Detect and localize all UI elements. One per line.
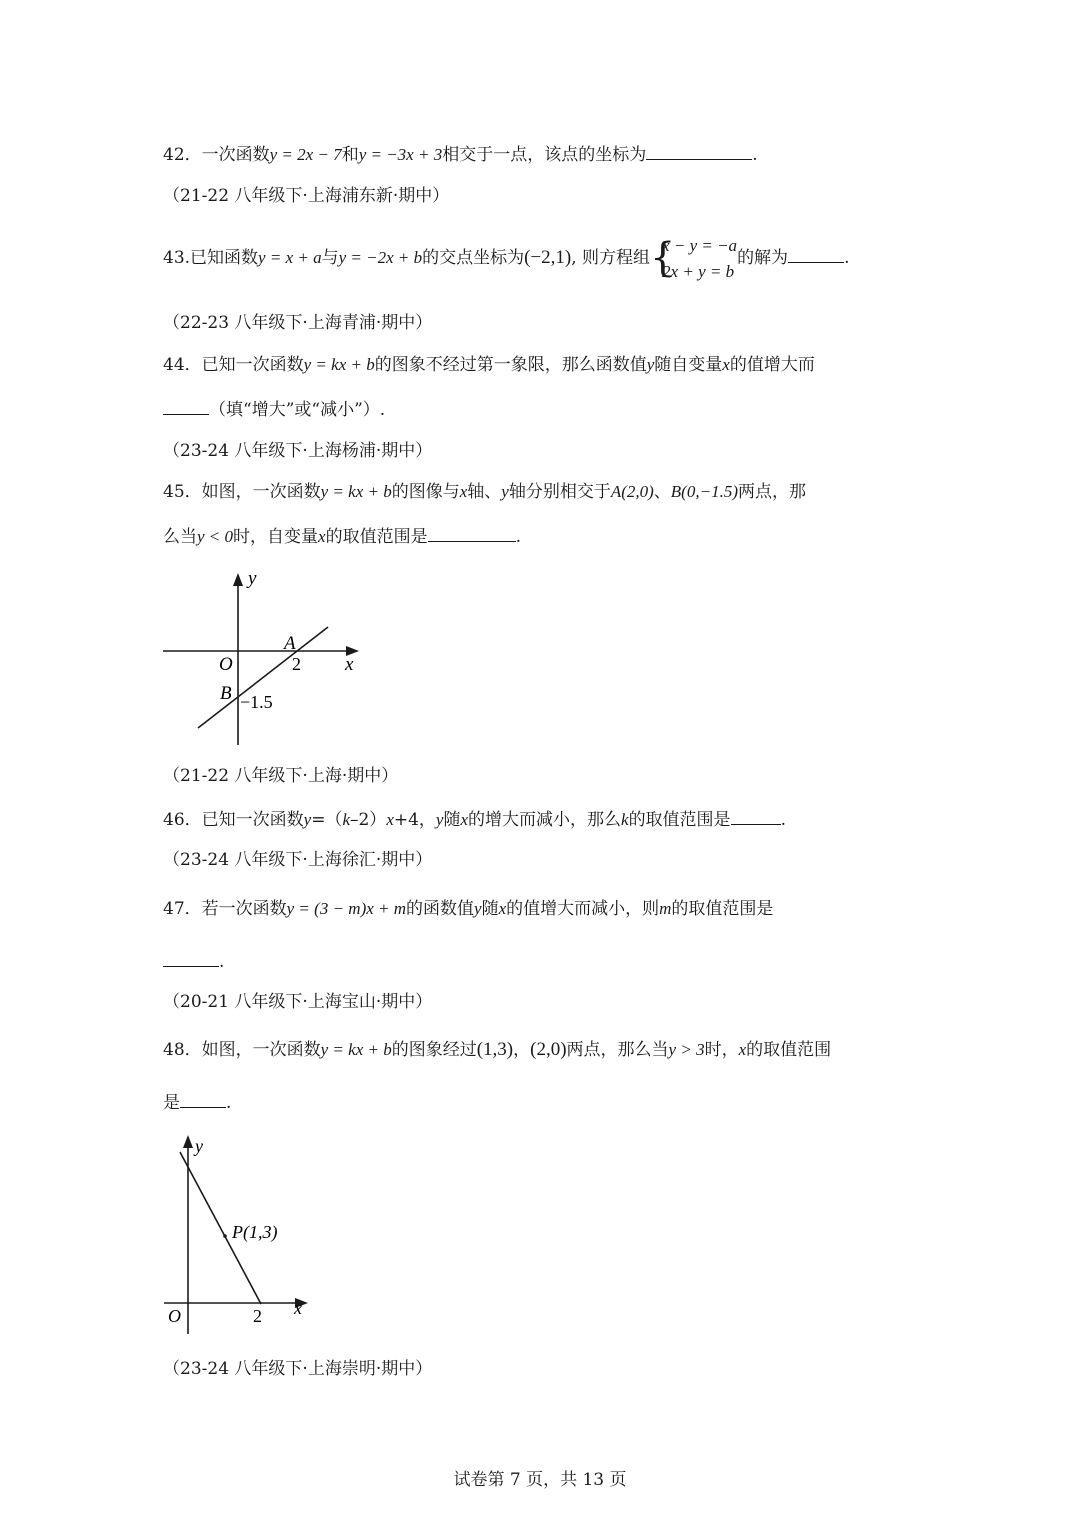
question-number: 46．	[163, 810, 202, 830]
y-axis-arrow-icon	[233, 573, 243, 586]
question-source: （23-24 八年级下·上海徐汇·期中）	[163, 850, 433, 870]
question-45-line2: 么当y < 0时，自变量x的取值范围是 .	[163, 523, 521, 549]
question-source: （21-22 八年级下·上海·期中）	[163, 766, 399, 786]
question-number: 43.	[163, 248, 191, 268]
question-source: （23-24 八年级下·上海崇明·期中）	[163, 1359, 433, 1379]
question-source: （21-22 八年级下·上海浦东新·期中）	[163, 186, 450, 206]
math-expression: y = x + a	[258, 248, 322, 267]
question-44-line2: （填“增大”或“减小”）.	[163, 396, 385, 422]
question-number: 44．	[163, 355, 202, 375]
point-p-dot	[223, 1234, 227, 1238]
answer-blank[interactable]	[163, 948, 219, 967]
point-a-value: 2	[292, 654, 301, 674]
question-44: 44．已知一次函数y = kx + b的图象不经过第一象限，那么函数值y随自变量x的值增大而	[163, 355, 815, 375]
math-expression: (2,0)	[530, 1039, 567, 1060]
question-48: 48．如图，一次函数y = kx + b的图象经过(1,3)，(2,0)两点，那么当y > 3时，x的取值范围	[163, 1039, 832, 1060]
equation-system: { x − y = −a 2x + y = b	[650, 234, 738, 281]
y-axis-arrow-icon	[183, 1135, 193, 1148]
answer-blank[interactable]	[180, 1089, 226, 1108]
question-number: 47．	[163, 899, 202, 919]
math-expression: (1,3)	[476, 1039, 514, 1060]
math-expression: A(2,0)	[610, 482, 654, 501]
page-footer: 试卷第 7 页，共 13 页	[453, 1470, 627, 1490]
point-a-label: A	[284, 633, 296, 654]
figure-45-graph	[160, 562, 370, 752]
y-axis-label: y	[195, 1136, 203, 1156]
question-43: 43.已知函数y = x + a与y = −2x + b的交点坐标为(−2,1), 则方程组 { x − y = −a 2x + y = b 的解为 .	[163, 232, 849, 285]
math-expression: y < 0	[197, 527, 234, 546]
math-expression: y = (3 − m)x + m	[286, 899, 407, 918]
math-expression: y = kx + b	[303, 355, 375, 374]
question-source: （22-23 八年级下·上海青浦·期中）	[163, 313, 433, 333]
origin-label: O	[219, 654, 233, 675]
answer-blank[interactable]	[788, 244, 844, 263]
question-source: （23-24 八年级下·上海杨浦·期中）	[163, 441, 433, 461]
y-axis-label: y	[248, 568, 257, 589]
point-b-value: −1.5	[240, 692, 273, 712]
answer-blank[interactable]	[646, 141, 752, 160]
question-42: 42．一次函数y = 2x − 7和y = −3x + 3相交于一点，该点的坐标为 .	[163, 141, 758, 167]
figure-48-graph	[160, 1128, 330, 1340]
answer-blank[interactable]	[731, 806, 781, 825]
function-line	[198, 627, 328, 728]
math-expression: y = −2x + b	[338, 248, 423, 267]
math-expression: y = kx + b	[320, 482, 392, 501]
math-expression: y > 3	[668, 1040, 705, 1059]
x-intercept-label: 2	[253, 1306, 262, 1326]
question-45: 45．如图，一次函数y = kx + b的图像与x轴、y轴分别相交于A(2,0)、B(0,−1.5)两点，那	[163, 482, 806, 502]
question-source: （20-21 八年级下·上海宝山·期中）	[163, 992, 433, 1012]
math-expression: (−2,1)	[524, 247, 572, 268]
x-axis-label: x	[345, 654, 354, 675]
answer-blank[interactable]	[428, 523, 516, 542]
math-expression: y = −3x + 3	[358, 145, 443, 164]
answer-blank[interactable]	[163, 396, 209, 415]
math-expression: y = kx + b	[320, 1040, 392, 1059]
question-number: 42．	[163, 145, 202, 165]
question-number: 45．	[163, 482, 202, 502]
question-number: 48．	[163, 1040, 202, 1060]
brace-icon: {	[650, 234, 676, 281]
math-expression: y = 2x − 7	[269, 145, 342, 164]
question-47-line2: .	[163, 948, 224, 974]
point-p-label: P(1,3)	[232, 1222, 278, 1242]
question-48-line2: 是 .	[163, 1089, 231, 1115]
question-46: 46．已知一次函数y=（k–2）x+4，y随x的增大而减小，那么k的取值范围是 .	[163, 806, 786, 832]
x-axis-label: x	[294, 1298, 302, 1318]
origin-label: O	[168, 1306, 181, 1326]
math-expression: B(0,−1.5)	[670, 482, 738, 501]
point-b-label: B	[220, 683, 232, 704]
question-47: 47．若一次函数y = (3 − m)x + m的函数值y随x的值增大而减小，则m的取值范围是	[163, 899, 774, 919]
